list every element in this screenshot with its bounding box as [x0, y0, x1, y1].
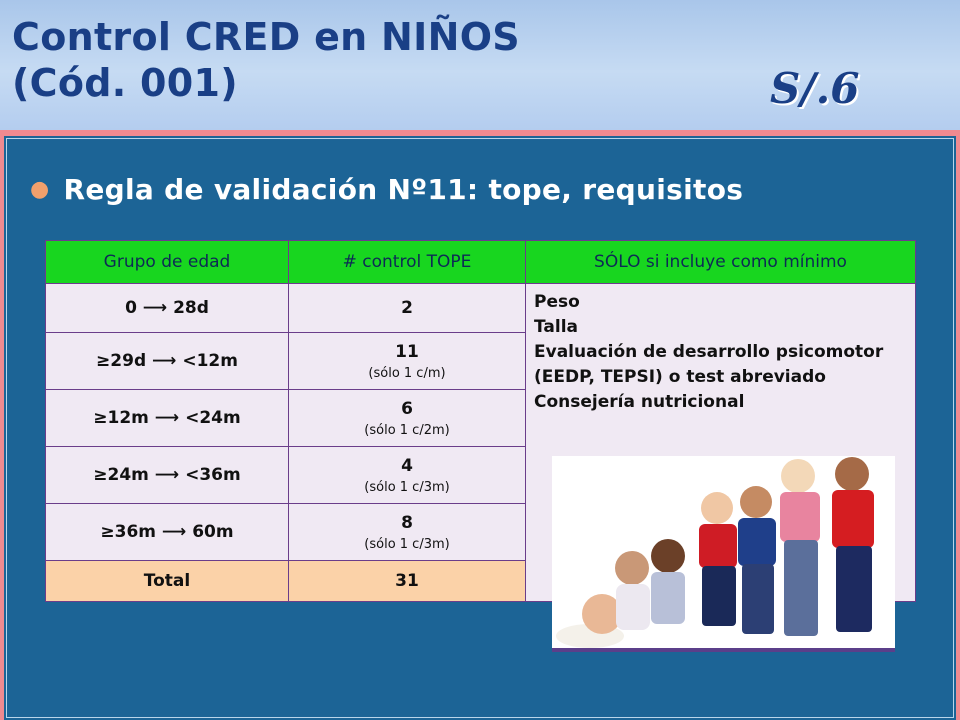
child-head	[651, 539, 685, 573]
page-title	[12, 14, 520, 106]
child-shirt	[780, 492, 820, 542]
control-frequency-note: (sólo 1 c/3m)	[364, 479, 450, 495]
control-count: 8	[401, 512, 413, 533]
child-head	[701, 492, 733, 524]
table-row	[46, 284, 916, 333]
control-frequency-note: (sólo 1 c/m)	[368, 365, 446, 381]
requirement-item: Talla	[534, 317, 579, 337]
child-head	[740, 486, 772, 518]
control-count-cell	[289, 284, 526, 333]
requirements-list	[534, 290, 915, 415]
child-shirt	[832, 490, 874, 548]
child-pants	[836, 546, 872, 632]
child-shirt	[699, 524, 737, 568]
validation-rule	[30, 173, 743, 206]
control-count-cell	[289, 333, 526, 390]
title-line2: (Cód. 001)	[12, 61, 238, 105]
control-count-cell	[289, 504, 526, 561]
child-body	[616, 584, 650, 630]
control-frequency-note: (sólo 1 c/2m)	[364, 422, 450, 438]
age-group-cell: ≥29d ⟶ <12m	[46, 333, 289, 390]
requirement-item: Consejería nutricional	[534, 392, 745, 412]
photo-bottom-line	[552, 648, 895, 652]
child-pants	[702, 566, 736, 626]
age-group-cell: 0 ⟶ 28d	[46, 284, 289, 333]
control-count: 11	[395, 341, 419, 362]
child-head	[615, 551, 649, 585]
child-head	[781, 459, 815, 493]
control-count: 6	[401, 398, 413, 419]
requirement-item: Peso	[534, 292, 580, 312]
validation-rule-text: Regla de validación Nº11: tope, requisitos	[63, 173, 744, 206]
header-requirements: SÓLO si incluye como mínimo	[526, 241, 916, 284]
header-control-tope: # control TOPE	[289, 241, 526, 284]
total-label: Total	[46, 561, 289, 602]
requirement-item: Evaluación de desarrollo psicomotor (EEDP, TEPSI) o test abreviado	[534, 342, 884, 387]
child-pants	[784, 540, 818, 636]
price-label: S/.6	[770, 64, 860, 113]
control-count: 2	[401, 298, 413, 318]
age-group-cell: ≥24m ⟶ <36m	[46, 447, 289, 504]
children-photo	[552, 456, 895, 652]
title-line1: Control CRED en NIÑOS	[12, 15, 520, 59]
age-group-cell: ≥12m ⟶ <24m	[46, 390, 289, 447]
control-count-cell	[289, 447, 526, 504]
child-pants	[742, 564, 774, 634]
table-header-row	[46, 241, 916, 284]
control-frequency-note: (sólo 1 c/3m)	[364, 536, 450, 552]
age-group-cell: ≥36m ⟶ 60m	[46, 504, 289, 561]
child-head	[835, 457, 869, 491]
control-count-cell	[289, 390, 526, 447]
total-value: 31	[289, 561, 526, 602]
header-age-group: Grupo de edad	[46, 241, 289, 284]
control-count: 4	[401, 455, 413, 476]
child-shirt	[738, 518, 776, 566]
child-body	[651, 572, 685, 624]
bullet-icon: ●	[30, 177, 50, 202]
